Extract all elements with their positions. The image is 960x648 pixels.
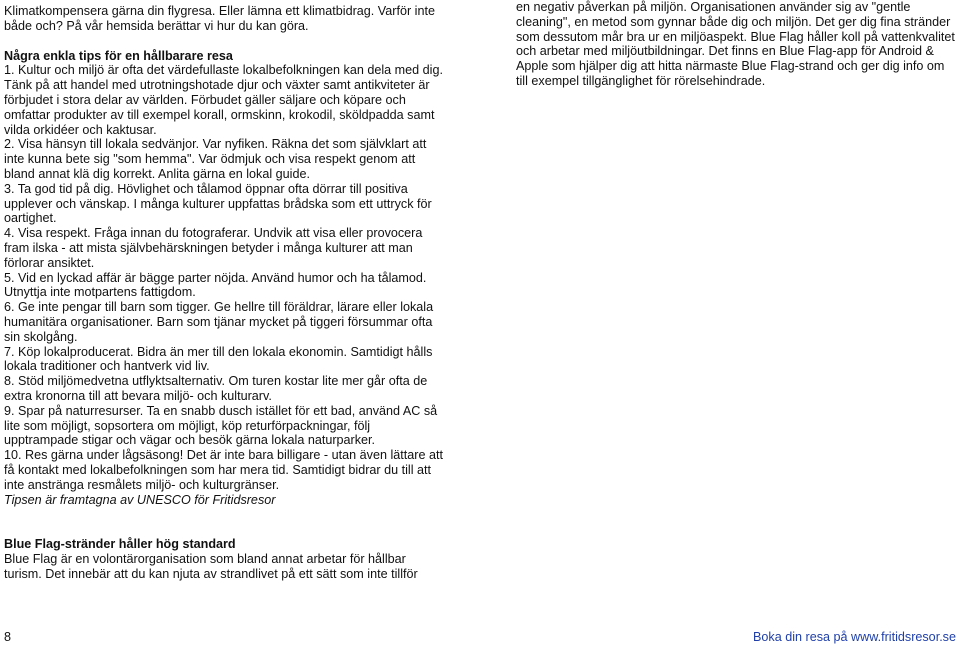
spacer <box>4 522 446 537</box>
spacer <box>4 507 446 522</box>
blue-flag-text: Blue Flag är en volontärorganisation som bland annat arbetar för hållbar turism. Det innebär att du kan njuta av strandlivet på ett sätt som inte tillför <box>4 552 418 581</box>
tips-heading: Några enkla tips för en hållbarare resa <box>4 48 233 63</box>
spacer <box>4 34 446 49</box>
tip-item: 8. Stöd miljömedvetna utflyktsalternativ. Om turen kostar lite mer går ofta de extra kronorna till att bevara miljö- och kulturarv. <box>4 374 428 403</box>
intro-paragraph: Klimatkompensera gärna din flygresa. Eller lämna ett klimatbidrag. Varför inte både och? På vår hemsida berättar vi hur du kan göra. <box>4 4 435 33</box>
tip-item: 7. Köp lokalproducerat. Bidra än mer till den lokala ekonomin. Samtidigt hålls lokala traditioner och hantverk vid liv. <box>4 344 433 374</box>
tip-item: 2. Visa hänsyn till lokala sedvänjor. Var nyfiken. Räkna det som självklart att inte kunna bete sig "som hemma". Var ödmjuk och visa respekt genom att bland annat klä dig korrekt. Anlita gärna en lokal guide. <box>4 137 427 181</box>
tip-item: 10. Res gärna under lågsäsong! Det är inte bara billigare - utan även lättare att få kontakt med lokalbefolkningen som har mera tid. Samtidigt bidrar du till att inte anstränga resmålets miljö- och kulturgränser. <box>4 448 443 492</box>
right-column <box>516 0 956 89</box>
tip-item: 5. Vid en lyckad affär är bägge parter nöjda. Använd humor och ha tålamod. Utnyttja inte motpartens fattigdom. <box>4 270 427 300</box>
blue-flag-heading: Blue Flag-stränder håller hög standard <box>4 537 236 552</box>
tip-item: 3. Ta god tid på dig. Hövlighet och tålamod öppnar ofta dörrar till positiva upplever och vänskap. I många kulturer uppfattas brådska som ett uttryck för oartighet. <box>4 181 432 226</box>
tip-item: 4. Visa respekt. Fråga innan du fotograferar. Undvik att visa eller provocera fram ilska - att mista självbehärskningen betyder i många kulturer att man förlorar ansiktet. <box>4 226 423 270</box>
booking-link[interactable]: Boka din resa på www.fritidsresor.se <box>753 630 956 644</box>
tip-item: 6. Ge inte pengar till barn som tigger. Ge hellre till föräldrar, lärare eller lokala humanitära organisationer. Barn som tjänar mycket på tiggeri försummar ofta sin skolgång. <box>4 300 434 344</box>
tips-list <box>4 63 446 492</box>
tip-item: 9. Spar på naturresurser. Ta en snabb dusch istället för ett bad, använd AC så lite som möjligt, sopsortera om möjligt, köp returförpackningar, följ upptrampade stigar och vägar och besök gärna lokala naturparker. <box>4 403 438 448</box>
unesco-credit: Tipsen är framtagna av UNESCO för Fritidsresor <box>4 492 276 507</box>
left-column <box>4 4 446 582</box>
page-number: 8 <box>4 630 12 644</box>
blue-flag-continued: en negativ påverkan på miljön. Organisationen använder sig av "gentle cleaning", en metod som gynnar både dig och miljön. Det ger dig fina stränder som dessutom mår bra ur en miljöaspekt. Blue Flag håller koll på vattenkvalitet och arbetar med miljöutbildningar. Det finns en Blue Flag-app för Android & Apple som hjälper dig att hitta närmaste Blue Flag-strand och ger dig info om till exempel tillgänglighet för rörelsehindrade. <box>516 0 955 88</box>
tip-item: 1. Kultur och miljö är ofta det värdefullaste lokalbefolkningen kan dela med dig. Tänk på att handel med utrotningshotade djur och växter samt antikviteter är förbjudet i stora delar av världen. Förbudet gäller säljare och köpare och omfattar produkter av till exempel korall, ormskinn, krokodil, sköldpadda samt vilda orkidéer och kaktusar. <box>4 63 443 137</box>
